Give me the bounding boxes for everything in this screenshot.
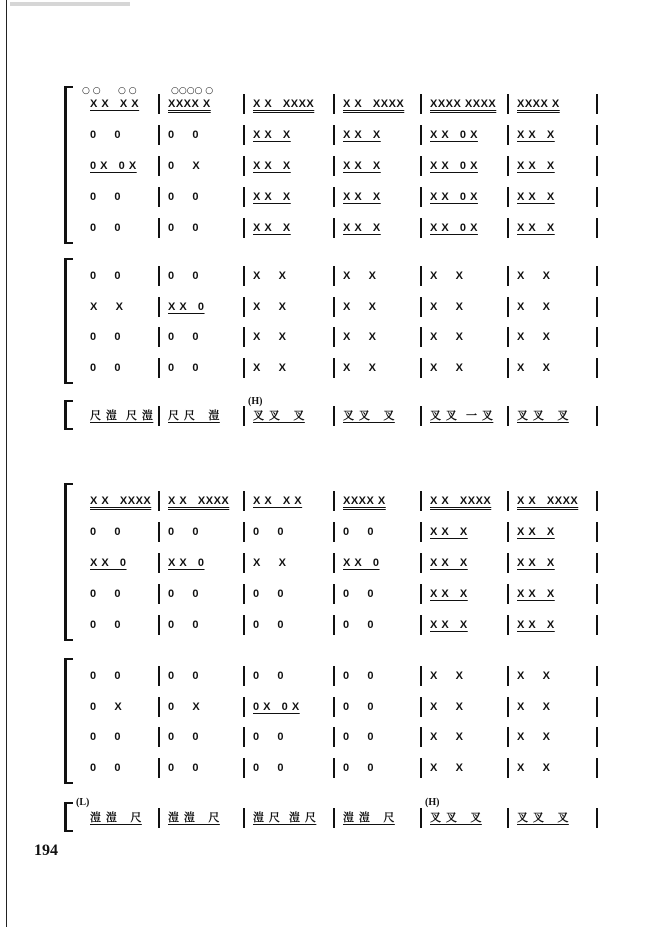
staff-row bbox=[0, 758, 656, 778]
rhythm-cell: 0 0 bbox=[90, 761, 122, 774]
barline bbox=[243, 218, 245, 238]
rhythm-cell: 0 0 bbox=[168, 619, 200, 631]
rhythm-cell: X X bbox=[517, 761, 551, 774]
rhythm-cell: 0 X bbox=[168, 160, 201, 172]
page-number: 194 bbox=[34, 842, 58, 859]
barline bbox=[243, 553, 245, 573]
rhythm-cell: X X X bbox=[430, 557, 468, 569]
barline bbox=[158, 491, 160, 511]
barline bbox=[507, 666, 509, 686]
harmonic-circle-mark: ○ ○ bbox=[118, 86, 137, 96]
barline bbox=[243, 187, 245, 207]
staff-row bbox=[0, 522, 656, 542]
rhythm-cell: XXXX XXXX bbox=[430, 98, 497, 110]
rhythm-cell: X X bbox=[430, 731, 464, 743]
rhythm-cell: X X bbox=[430, 761, 464, 774]
barline bbox=[158, 615, 160, 635]
rhythm-cell: X X X X bbox=[253, 495, 303, 507]
barline bbox=[158, 406, 160, 426]
rhythm-cell: X X 0 bbox=[168, 557, 205, 569]
rhythm-cell: 0 0 bbox=[168, 526, 200, 538]
barline bbox=[596, 697, 598, 717]
rhythm-cell: X X X bbox=[343, 129, 381, 141]
staff-row bbox=[0, 727, 656, 747]
barline bbox=[243, 327, 245, 347]
rhythm-cell: X X bbox=[343, 300, 377, 313]
rhythm-cell: 0 0 bbox=[90, 361, 122, 374]
barline bbox=[596, 327, 598, 347]
rhythm-cell: X X bbox=[517, 300, 551, 313]
rhythm-cell: X X X bbox=[430, 526, 468, 538]
rhythm-cell: X X X bbox=[517, 129, 555, 141]
barline bbox=[158, 266, 160, 286]
barline bbox=[420, 808, 422, 828]
rhythm-cell: X X X bbox=[517, 222, 555, 234]
rhythm-cell: 0 0 bbox=[90, 619, 122, 631]
rhythm-cell: 0 0 bbox=[168, 731, 200, 743]
barline bbox=[333, 808, 335, 828]
barline bbox=[420, 697, 422, 717]
rhythm-cell: X X bbox=[430, 331, 464, 343]
barline bbox=[333, 297, 335, 317]
rhythm-cell: X X bbox=[517, 270, 551, 282]
gong-row bbox=[0, 808, 656, 828]
rhythm-cell: X X XXXX bbox=[517, 495, 579, 507]
barline bbox=[243, 522, 245, 542]
gong-cell: 溰 溰 尺 bbox=[343, 811, 395, 824]
barline bbox=[158, 218, 160, 238]
rhythm-cell: X X X bbox=[253, 160, 291, 172]
staff-row bbox=[0, 358, 656, 378]
rhythm-cell: X X 0 bbox=[90, 557, 127, 569]
rhythm-cell: 0 0 bbox=[90, 731, 122, 743]
rhythm-cell: 0 X 0 X bbox=[90, 160, 137, 172]
rhythm-cell: X X X bbox=[430, 619, 468, 631]
rhythm-cell: X X XXXX bbox=[90, 495, 152, 507]
barline bbox=[420, 297, 422, 317]
barline bbox=[596, 187, 598, 207]
barline bbox=[333, 666, 335, 686]
barline bbox=[243, 491, 245, 511]
barline bbox=[333, 406, 335, 426]
rhythm-cell: X X 0 bbox=[343, 557, 380, 569]
barline bbox=[596, 218, 598, 238]
barline bbox=[158, 666, 160, 686]
barline bbox=[507, 187, 509, 207]
staff-row bbox=[0, 615, 656, 635]
barline bbox=[596, 358, 598, 378]
rhythm-cell: X X bbox=[253, 331, 287, 343]
rhythm-cell: X X X bbox=[517, 588, 555, 600]
barline bbox=[243, 94, 245, 114]
barline bbox=[507, 406, 509, 426]
barline bbox=[243, 808, 245, 828]
staff-row bbox=[0, 491, 656, 511]
rhythm-cell: 0 0 bbox=[343, 619, 375, 631]
barline bbox=[596, 406, 598, 426]
barline bbox=[243, 758, 245, 778]
barline bbox=[507, 297, 509, 317]
rhythm-cell: 0 0 bbox=[253, 588, 285, 600]
barline bbox=[158, 297, 160, 317]
rhythm-cell: 0 0 bbox=[168, 222, 200, 234]
barline bbox=[507, 156, 509, 176]
rhythm-cell: X X X X bbox=[90, 98, 140, 110]
barline bbox=[420, 553, 422, 573]
barline bbox=[507, 615, 509, 635]
header-smudge bbox=[10, 2, 130, 6]
staff-row bbox=[0, 187, 656, 207]
barline bbox=[243, 727, 245, 747]
barline bbox=[596, 156, 598, 176]
rhythm-cell: X X 0 X bbox=[430, 160, 478, 172]
rhythm-cell: X X bbox=[517, 331, 551, 343]
barline bbox=[596, 522, 598, 542]
rhythm-cell: 0 0 bbox=[90, 588, 122, 600]
rhythm-cell: 0 0 bbox=[168, 270, 200, 282]
rhythm-cell: 0 0 bbox=[168, 361, 200, 374]
staff-row bbox=[0, 125, 656, 145]
rhythm-cell: 0 0 bbox=[253, 670, 285, 682]
barline bbox=[507, 758, 509, 778]
barline bbox=[596, 297, 598, 317]
barline bbox=[420, 491, 422, 511]
rhythm-cell: X X bbox=[517, 361, 551, 374]
barline bbox=[333, 187, 335, 207]
barline bbox=[333, 491, 335, 511]
staff-row bbox=[0, 327, 656, 347]
barline bbox=[507, 218, 509, 238]
rhythm-cell: X X X bbox=[343, 160, 381, 172]
staff-row bbox=[0, 666, 656, 686]
rhythm-cell: X X X bbox=[430, 588, 468, 600]
rhythm-cell: X X bbox=[517, 700, 551, 713]
barline bbox=[158, 94, 160, 114]
gong-row bbox=[0, 406, 656, 426]
rhythm-cell: X X bbox=[517, 731, 551, 743]
barline bbox=[158, 697, 160, 717]
barline bbox=[596, 615, 598, 635]
gong-cell: 叉 叉 叉 bbox=[343, 409, 395, 422]
barline bbox=[158, 553, 160, 573]
gong-cell: 尺 溰 尺 溰 bbox=[90, 409, 154, 422]
barline bbox=[420, 156, 422, 176]
staff-row bbox=[0, 94, 656, 114]
barline bbox=[158, 187, 160, 207]
rhythm-cell: X X 0 X bbox=[430, 191, 478, 203]
rhythm-cell: X X X bbox=[343, 222, 381, 234]
rhythm-cell: 0 0 bbox=[343, 700, 375, 713]
barline bbox=[333, 584, 335, 604]
barline bbox=[596, 266, 598, 286]
rhythm-cell: X X X bbox=[517, 557, 555, 569]
barline bbox=[243, 615, 245, 635]
rhythm-cell: 0 0 bbox=[343, 526, 375, 538]
barline bbox=[507, 522, 509, 542]
barline bbox=[158, 584, 160, 604]
gong-cell: 叉 叉 一 叉 bbox=[430, 409, 494, 422]
rhythm-cell: 0 0 bbox=[168, 588, 200, 600]
rhythm-cell: X X X bbox=[343, 191, 381, 203]
barline bbox=[158, 156, 160, 176]
section-mark-h: (H) bbox=[248, 396, 263, 407]
gong-cell: 溰 尺 溰 尺 bbox=[253, 811, 317, 824]
barline bbox=[596, 808, 598, 828]
rhythm-cell: 0 0 bbox=[343, 670, 375, 682]
barline bbox=[420, 187, 422, 207]
barline bbox=[333, 327, 335, 347]
rhythm-cell: X X bbox=[517, 670, 551, 682]
barline bbox=[158, 758, 160, 778]
barline bbox=[333, 125, 335, 145]
barline bbox=[158, 522, 160, 542]
rhythm-cell: X X X bbox=[253, 129, 291, 141]
rhythm-cell: X X X bbox=[517, 526, 555, 538]
barline bbox=[420, 218, 422, 238]
staff-row bbox=[0, 553, 656, 573]
rhythm-cell: 0 X 0 X bbox=[253, 700, 300, 713]
rhythm-cell: XXXX X bbox=[343, 495, 386, 507]
rhythm-cell: 0 0 bbox=[90, 331, 122, 343]
barline bbox=[333, 697, 335, 717]
barline bbox=[420, 327, 422, 347]
rhythm-cell: X X 0 X bbox=[430, 129, 478, 141]
rhythm-cell: 0 0 bbox=[343, 761, 375, 774]
gong-cell: 溰 溰 尺 bbox=[168, 811, 220, 824]
gong-cell: 叉 叉 叉 bbox=[517, 811, 569, 824]
barline bbox=[596, 94, 598, 114]
barline bbox=[333, 758, 335, 778]
barline bbox=[596, 584, 598, 604]
rhythm-cell: X X XXXX bbox=[168, 495, 230, 507]
barline bbox=[158, 727, 160, 747]
rhythm-cell: 0 X bbox=[90, 700, 123, 713]
rhythm-cell: 0 0 bbox=[168, 670, 200, 682]
barline bbox=[333, 727, 335, 747]
staff-row bbox=[0, 697, 656, 717]
harmonic-circle-mark: ○ ○ bbox=[82, 86, 101, 96]
barline bbox=[243, 358, 245, 378]
barline bbox=[420, 522, 422, 542]
rhythm-cell: X X bbox=[430, 270, 464, 282]
staff-row bbox=[0, 266, 656, 286]
barline bbox=[420, 727, 422, 747]
barline bbox=[243, 697, 245, 717]
rhythm-cell: X X XXXX bbox=[253, 98, 315, 110]
barline bbox=[507, 584, 509, 604]
rhythm-cell: 0 0 bbox=[168, 761, 200, 774]
rhythm-cell: X X bbox=[343, 361, 377, 374]
barline bbox=[420, 584, 422, 604]
rhythm-cell: 0 0 bbox=[90, 129, 122, 141]
rhythm-cell: X X bbox=[430, 300, 464, 313]
barline bbox=[507, 125, 509, 145]
rhythm-cell: X X XXXX bbox=[430, 495, 492, 507]
barline bbox=[243, 584, 245, 604]
barline bbox=[507, 94, 509, 114]
rhythm-cell: X X bbox=[430, 361, 464, 374]
barline bbox=[507, 727, 509, 747]
rhythm-cell: X X X bbox=[517, 160, 555, 172]
barline bbox=[243, 406, 245, 426]
rhythm-cell: XXXX X bbox=[168, 98, 211, 110]
rhythm-cell: 0 0 bbox=[168, 331, 200, 343]
barline bbox=[333, 266, 335, 286]
barline bbox=[158, 327, 160, 347]
rhythm-cell: 0 0 bbox=[90, 526, 122, 538]
rhythm-cell: 0 0 bbox=[343, 731, 375, 743]
rhythm-cell: X X X bbox=[253, 191, 291, 203]
staff-row bbox=[0, 584, 656, 604]
barline bbox=[596, 553, 598, 573]
barline bbox=[243, 156, 245, 176]
barline bbox=[596, 727, 598, 747]
barline bbox=[507, 266, 509, 286]
staff-row bbox=[0, 218, 656, 238]
rhythm-cell: X X XXXX bbox=[343, 98, 405, 110]
rhythm-cell: X X bbox=[253, 361, 287, 374]
rhythm-cell: 0 0 bbox=[90, 222, 122, 234]
barline bbox=[420, 266, 422, 286]
barline bbox=[333, 553, 335, 573]
barline bbox=[420, 94, 422, 114]
barline bbox=[507, 358, 509, 378]
barline bbox=[333, 522, 335, 542]
barline bbox=[243, 666, 245, 686]
rhythm-cell: X X bbox=[90, 300, 124, 313]
barline bbox=[420, 358, 422, 378]
barline bbox=[507, 553, 509, 573]
barline bbox=[507, 327, 509, 347]
barline bbox=[420, 406, 422, 426]
rhythm-cell: 0 0 bbox=[253, 526, 285, 538]
gong-cell: 尺 尺 溰 bbox=[168, 409, 220, 422]
gong-cell: 叉 叉 叉 bbox=[517, 409, 569, 422]
rhythm-cell: 0 0 bbox=[253, 761, 285, 774]
rhythm-cell: 0 0 bbox=[168, 129, 200, 141]
rhythm-cell: X X bbox=[253, 270, 287, 282]
rhythm-cell: X X X bbox=[517, 191, 555, 203]
harmonic-circle-mark: ○○○○ ○ bbox=[171, 86, 214, 96]
rhythm-cell: X X X bbox=[517, 619, 555, 631]
rhythm-cell: 0 0 bbox=[90, 191, 122, 203]
barline bbox=[333, 358, 335, 378]
barline bbox=[333, 218, 335, 238]
rhythm-cell: 0 0 bbox=[168, 191, 200, 203]
barline bbox=[507, 808, 509, 828]
gong-cell: 叉 叉 叉 bbox=[253, 409, 305, 422]
rhythm-cell: X X 0 X bbox=[430, 222, 478, 234]
rhythm-cell: 0 0 bbox=[90, 270, 122, 282]
rhythm-cell: X X bbox=[430, 670, 464, 682]
barline bbox=[507, 697, 509, 717]
barline bbox=[596, 758, 598, 778]
barline bbox=[333, 156, 335, 176]
barline bbox=[333, 615, 335, 635]
staff-row bbox=[0, 297, 656, 317]
barline bbox=[596, 491, 598, 511]
gong-cell: 叉 叉 叉 bbox=[430, 811, 482, 824]
rhythm-cell: X X bbox=[343, 270, 377, 282]
barline bbox=[420, 125, 422, 145]
barline bbox=[158, 808, 160, 828]
rhythm-cell: X X 0 bbox=[168, 300, 205, 313]
staff-row bbox=[0, 156, 656, 176]
rhythm-cell: 0 X bbox=[168, 700, 201, 713]
rhythm-cell: X X bbox=[430, 700, 464, 713]
rhythm-cell: 0 0 bbox=[90, 670, 122, 682]
barline bbox=[333, 94, 335, 114]
barline bbox=[243, 266, 245, 286]
barline bbox=[596, 125, 598, 145]
barline bbox=[243, 125, 245, 145]
barline bbox=[596, 666, 598, 686]
barline bbox=[243, 297, 245, 317]
rhythm-cell: X X bbox=[343, 331, 377, 343]
rhythm-cell: XXXX X bbox=[517, 98, 560, 110]
section-mark-h: (H) bbox=[425, 797, 440, 808]
barline bbox=[420, 758, 422, 778]
rhythm-cell: X X bbox=[253, 557, 287, 569]
rhythm-cell: X X X bbox=[253, 222, 291, 234]
barline bbox=[507, 491, 509, 511]
gong-cell: 溰 溰 尺 bbox=[90, 811, 142, 824]
barline bbox=[420, 666, 422, 686]
barline bbox=[158, 358, 160, 378]
rhythm-cell: 0 0 bbox=[253, 619, 285, 631]
rhythm-cell: 0 0 bbox=[253, 731, 285, 743]
section-mark-l: (L) bbox=[76, 797, 90, 808]
barline bbox=[420, 615, 422, 635]
rhythm-cell: X X bbox=[253, 300, 287, 313]
rhythm-cell: 0 0 bbox=[343, 588, 375, 600]
barline bbox=[158, 125, 160, 145]
